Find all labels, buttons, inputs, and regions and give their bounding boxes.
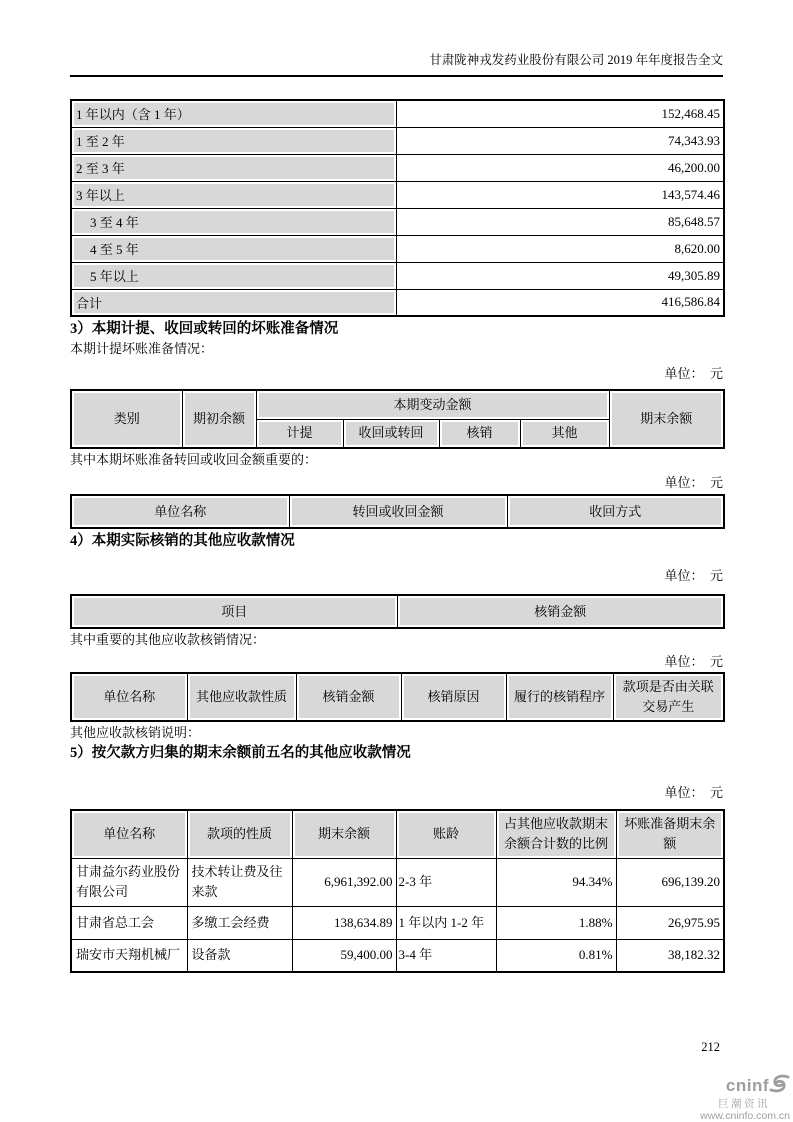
col-change-group: 本期变动金额 — [256, 390, 609, 419]
aging-value: 8,620.00 — [396, 235, 724, 262]
col-recovered-amount: 转回或收回金额 — [289, 495, 507, 528]
col-aging: 账龄 — [396, 810, 496, 858]
col-writeoff-reason: 核销原因 — [401, 673, 506, 721]
aging-label: 5 年以上 — [71, 262, 396, 289]
cninfo-logo-url: www.cninfo.com.cn — [700, 1109, 790, 1122]
unit-label: 单位： 元 — [664, 785, 723, 800]
recovered-amount-table — [70, 494, 725, 529]
bad-debt-closing: 38,182.32 — [616, 939, 724, 972]
col-item: 项目 — [71, 595, 397, 628]
cninfo-swirl-icon — [769, 1074, 790, 1098]
col-nature: 款项的性质 — [187, 810, 292, 858]
section-4-note-2: 其他应收款核销说明： — [70, 725, 201, 740]
col-writeoff: 核销 — [439, 419, 520, 448]
entity-name: 甘肃省总工会 — [71, 906, 187, 939]
aging-label: 3 至 4 年 — [71, 208, 396, 235]
writeoff-table — [70, 594, 725, 629]
table-row — [71, 289, 724, 316]
nature: 技术转让费及往来款 — [187, 858, 292, 906]
cninfo-logo-caption: 巨潮资讯 — [718, 1097, 770, 1110]
page-number: 212 — [701, 1040, 720, 1054]
col-writeoff-procedure: 履行的核销程序 — [506, 673, 613, 721]
col-writeoff-amount: 核销金额 — [296, 673, 401, 721]
table-row — [71, 208, 724, 235]
aging-value: 74,343.93 — [396, 127, 724, 154]
section-3-intro: 本期计提坏账准备情况： — [70, 341, 214, 356]
unit-label: 单位： 元 — [664, 654, 723, 669]
nature: 设备款 — [187, 939, 292, 972]
aging-value: 152,468.45 — [396, 100, 724, 127]
bad-debt-closing: 696,139.20 — [616, 858, 724, 906]
col-receivable-nature: 其他应收款性质 — [187, 673, 296, 721]
col-entity-name: 单位名称 — [71, 810, 187, 858]
aging-label: 3 年以上 — [71, 181, 396, 208]
table-row — [71, 595, 724, 628]
entity-name: 甘肃益尔药业股份有限公司 — [71, 858, 187, 906]
col-recover-or-reverse: 收回或转回 — [343, 419, 439, 448]
bad-debt-closing: 26,975.95 — [616, 906, 724, 939]
col-entity-name: 单位名称 — [71, 673, 187, 721]
table-row — [71, 235, 724, 262]
table-row — [71, 939, 724, 972]
proportion: 1.88% — [496, 906, 616, 939]
aging-label: 2 至 3 年 — [71, 154, 396, 181]
col-closing-balance: 期末余额 — [609, 390, 724, 448]
table-row — [71, 906, 724, 939]
section-3-heading: 3）本期计提、收回或转回的坏账准备情况 — [70, 321, 339, 337]
aging-value: 143,574.46 — [396, 181, 724, 208]
aging: 1 年以内 1-2 年 — [396, 906, 496, 939]
col-writeoff-amount: 核销金额 — [397, 595, 724, 628]
col-bad-debt-closing: 坏账准备期末余额 — [616, 810, 724, 858]
table-row — [71, 673, 724, 721]
entity-name: 瑞安市天翔机械厂 — [71, 939, 187, 972]
table-header-row — [71, 810, 724, 858]
aging-label: 1 至 2 年 — [71, 127, 396, 154]
section-3-note: 其中本期坏账准备转回或收回金额重要的： — [70, 452, 318, 467]
aging-total-label: 合计 — [71, 289, 396, 316]
col-category: 类别 — [71, 390, 182, 448]
closing-balance: 6,961,392.00 — [292, 858, 396, 906]
col-accrual: 计提 — [256, 419, 343, 448]
top5-receivables-table — [70, 809, 725, 973]
unit-label: 单位： 元 — [664, 568, 723, 583]
table-row — [71, 100, 724, 127]
aging-value: 85,648.57 — [396, 208, 724, 235]
running-header — [70, 0, 723, 77]
table-row — [71, 127, 724, 154]
table-row — [71, 262, 724, 289]
col-other: 其他 — [520, 419, 609, 448]
col-closing-balance: 期末余额 — [292, 810, 396, 858]
nature: 多缴工会经费 — [187, 906, 292, 939]
unit-label: 单位： 元 — [664, 475, 723, 490]
col-recovery-method: 收回方式 — [507, 495, 724, 528]
cninfo-logo — [700, 1074, 790, 1122]
section-5-heading: 5）按欠款方归集的期末余额前五名的其他应收款情况 — [70, 745, 411, 761]
col-opening-balance: 期初余额 — [182, 390, 256, 448]
closing-balance: 59,400.00 — [292, 939, 396, 972]
section-4-note: 其中重要的其他应收款核销情况： — [70, 632, 266, 647]
table-row — [71, 858, 724, 906]
aging-value: 46,200.00 — [396, 154, 724, 181]
col-related-party: 款项是否由关联交易产生 — [613, 673, 724, 721]
table-row — [71, 390, 724, 419]
table-row — [71, 181, 724, 208]
proportion: 94.34% — [496, 858, 616, 906]
aging-table — [70, 99, 725, 317]
aging: 2-3 年 — [396, 858, 496, 906]
report-title: 甘肃陇神戎发药业股份有限公司 2019 年年度报告全文 — [429, 53, 723, 67]
aging: 3-4 年 — [396, 939, 496, 972]
closing-balance: 138,634.89 — [292, 906, 396, 939]
cninfo-logo-text: cninf — [725, 1076, 769, 1095]
unit-label: 单位： 元 — [664, 366, 723, 381]
aging-value: 49,305.89 — [396, 262, 724, 289]
important-writeoff-table — [70, 672, 725, 722]
col-proportion: 占其他应收款期末余额合计数的比例 — [496, 810, 616, 858]
proportion: 0.81% — [496, 939, 616, 972]
aging-label: 4 至 5 年 — [71, 235, 396, 262]
bad-debt-provision-table — [70, 389, 725, 449]
table-row — [71, 154, 724, 181]
aging-label: 1 年以内（含 1 年） — [71, 100, 396, 127]
aging-total-value: 416,586.84 — [396, 289, 724, 316]
section-4-heading: 4）本期实际核销的其他应收款情况 — [70, 533, 295, 549]
col-entity-name: 单位名称 — [71, 495, 289, 528]
table-row — [71, 495, 724, 528]
